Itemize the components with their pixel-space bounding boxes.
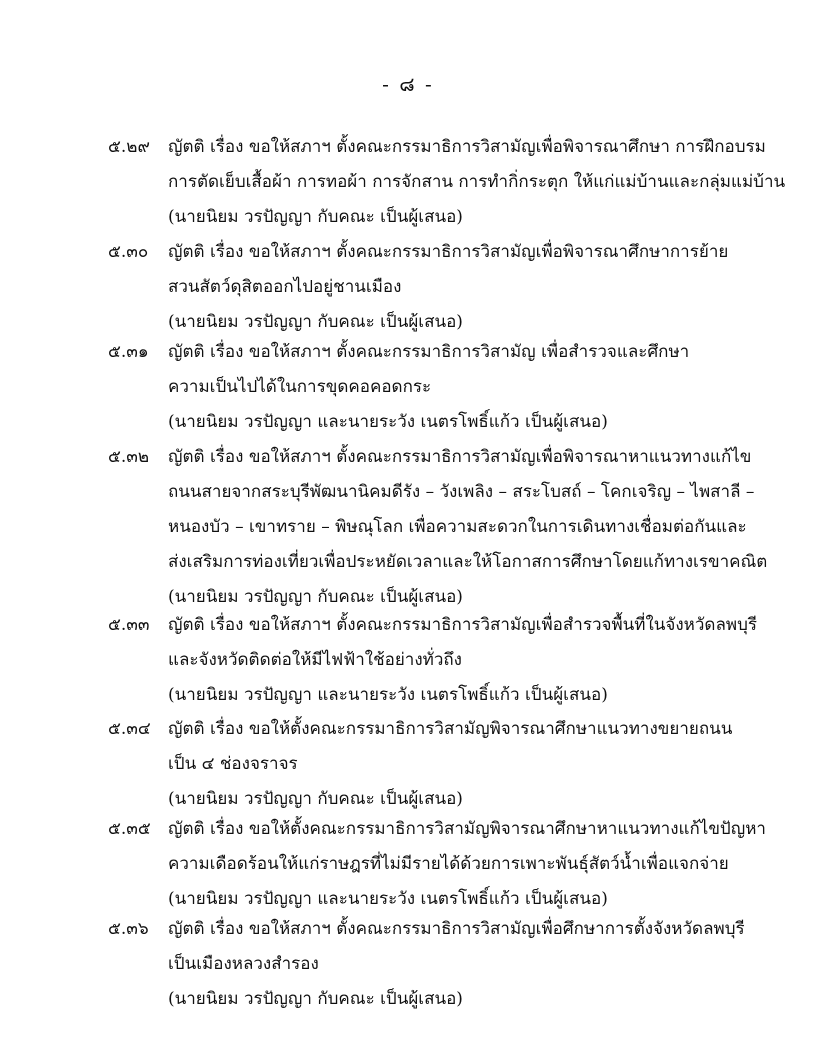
motion-proposer: (นายนิยม วรปัญญา กับคณะ เป็นผู้เสนอ): [168, 207, 463, 227]
motion-text-line: สวนสัตว์ดุสิตออกไปอยู่ชานเมือง: [168, 277, 402, 297]
motion-proposer: (นายนิยม วรปัญญา กับคณะ เป็นผู้เสนอ): [168, 989, 463, 1009]
motion-text-line: และจังหวัดติดต่อให้มีไฟฟ้าใช้อย่างทั่วถึง: [168, 650, 462, 670]
motion-text-line: ญัตติ เรื่อง ขอให้ตั้งคณะกรรมาธิการวิสามัญพิจารณาศึกษาหาแนวทางแก้ไขปัญหา: [168, 819, 766, 839]
motion-number: ๕.๒๙: [108, 137, 150, 157]
motion-text-line: ญัตติ เรื่อง ขอให้สภาฯ ตั้งคณะกรรมาธิการวิสามัญ เพื่อสำรวจและศึกษา: [168, 342, 690, 362]
motion-number: ๕.๓๖: [108, 919, 149, 939]
motion-proposer: (นายนิยม วรปัญญา และนายระวัง เนตรโพธิ์แก้ว เป็นผู้เสนอ): [168, 889, 608, 909]
motion-text-line: หนองบัว – เขาทราย – พิษณุโลก เพื่อความสะดวกในการเดินทางเชื่อมต่อกันและ: [168, 517, 747, 537]
motion-text-line: เป็น ๔ ช่องจราจร: [168, 754, 298, 774]
page-number: - ๘ -: [382, 72, 434, 96]
motion-proposer: (นายนิยม วรปัญญา และนายระวัง เนตรโพธิ์แก้ว เป็นผู้เสนอ): [168, 412, 608, 432]
motion-number: ๕.๓๕: [108, 819, 151, 839]
motion-number: ๕.๓๔: [108, 719, 151, 739]
motion-text-line: ส่งเสริมการท่องเที่ยวเพื่อประหยัดเวลาและให้โอกาสการศึกษาโดยแก้ทางเรขาคณิต: [168, 552, 768, 572]
motion-text-line: ความเดือดร้อนให้แก่ราษฎรที่ไม่มีรายได้ด้วยการเพาะพันธุ์สัตว์น้ำเพื่อแจกจ่าย: [168, 854, 729, 874]
motion-text-line: ถนนสายจากสระบุรีพัฒนานิคมดีรัง – วังเพลิง – สระโบสถ์ – โคกเจริญ – ไพสาลี –: [168, 482, 755, 502]
motion-text-line: ญัตติ เรื่อง ขอให้สภาฯ ตั้งคณะกรรมาธิการวิสามัญเพื่อพิจารณาหาแนวทางแก้ไข: [168, 447, 752, 467]
motion-text-line: เป็นเมืองหลวงสำรอง: [168, 954, 319, 974]
motion-text-line: ญัตติ เรื่อง ขอให้ตั้งคณะกรรมาธิการวิสามัญพิจารณาศึกษาแนวทางขยายถนน: [168, 719, 733, 739]
motion-proposer: (นายนิยม วรปัญญา กับคณะ เป็นผู้เสนอ): [168, 587, 463, 607]
motion-proposer: (นายนิยม วรปัญญา กับคณะ เป็นผู้เสนอ): [168, 789, 463, 809]
motion-proposer: (นายนิยม วรปัญญา กับคณะ เป็นผู้เสนอ): [168, 312, 463, 332]
motion-text-line: การตัดเย็บเสื้อผ้า การทอผ้า การจักสาน การทำกิ่กระตุก ให้แก่แม่บ้านและกลุ่มแม่บ้าน: [168, 172, 786, 192]
motion-text-line: ญัตติ เรื่อง ขอให้สภาฯ ตั้งคณะกรรมาธิการวิสามัญเพื่อสำรวจพื้นที่ในจังหวัดลพบุรี: [168, 615, 758, 635]
motion-number: ๕.๓๓: [108, 615, 150, 635]
motion-text-line: ญัตติ เรื่อง ขอให้สภาฯ ตั้งคณะกรรมาธิการวิสามัญเพื่อพิจารณาศึกษา การฝึกอบรม: [168, 137, 766, 157]
motion-text-line: ญัตติ เรื่อง ขอให้สภาฯ ตั้งคณะกรรมาธิการวิสามัญเพื่อพิจารณาศึกษาการย้าย: [168, 242, 729, 262]
motion-number: ๕.๓๑: [108, 342, 149, 362]
motion-text-line: ความเป็นไปได้ในการขุดคอคอดกระ: [168, 377, 432, 397]
motion-text-line: ญัตติ เรื่อง ขอให้สภาฯ ตั้งคณะกรรมาธิการวิสามัญเพื่อศึกษาการตั้งจังหวัดลพบุรี: [168, 919, 745, 939]
motion-number: ๕.๓๐: [108, 242, 149, 262]
motion-number: ๕.๓๒: [108, 447, 150, 467]
motion-proposer: (นายนิยม วรปัญญา และนายระวัง เนตรโพธิ์แก้ว เป็นผู้เสนอ): [168, 685, 608, 705]
